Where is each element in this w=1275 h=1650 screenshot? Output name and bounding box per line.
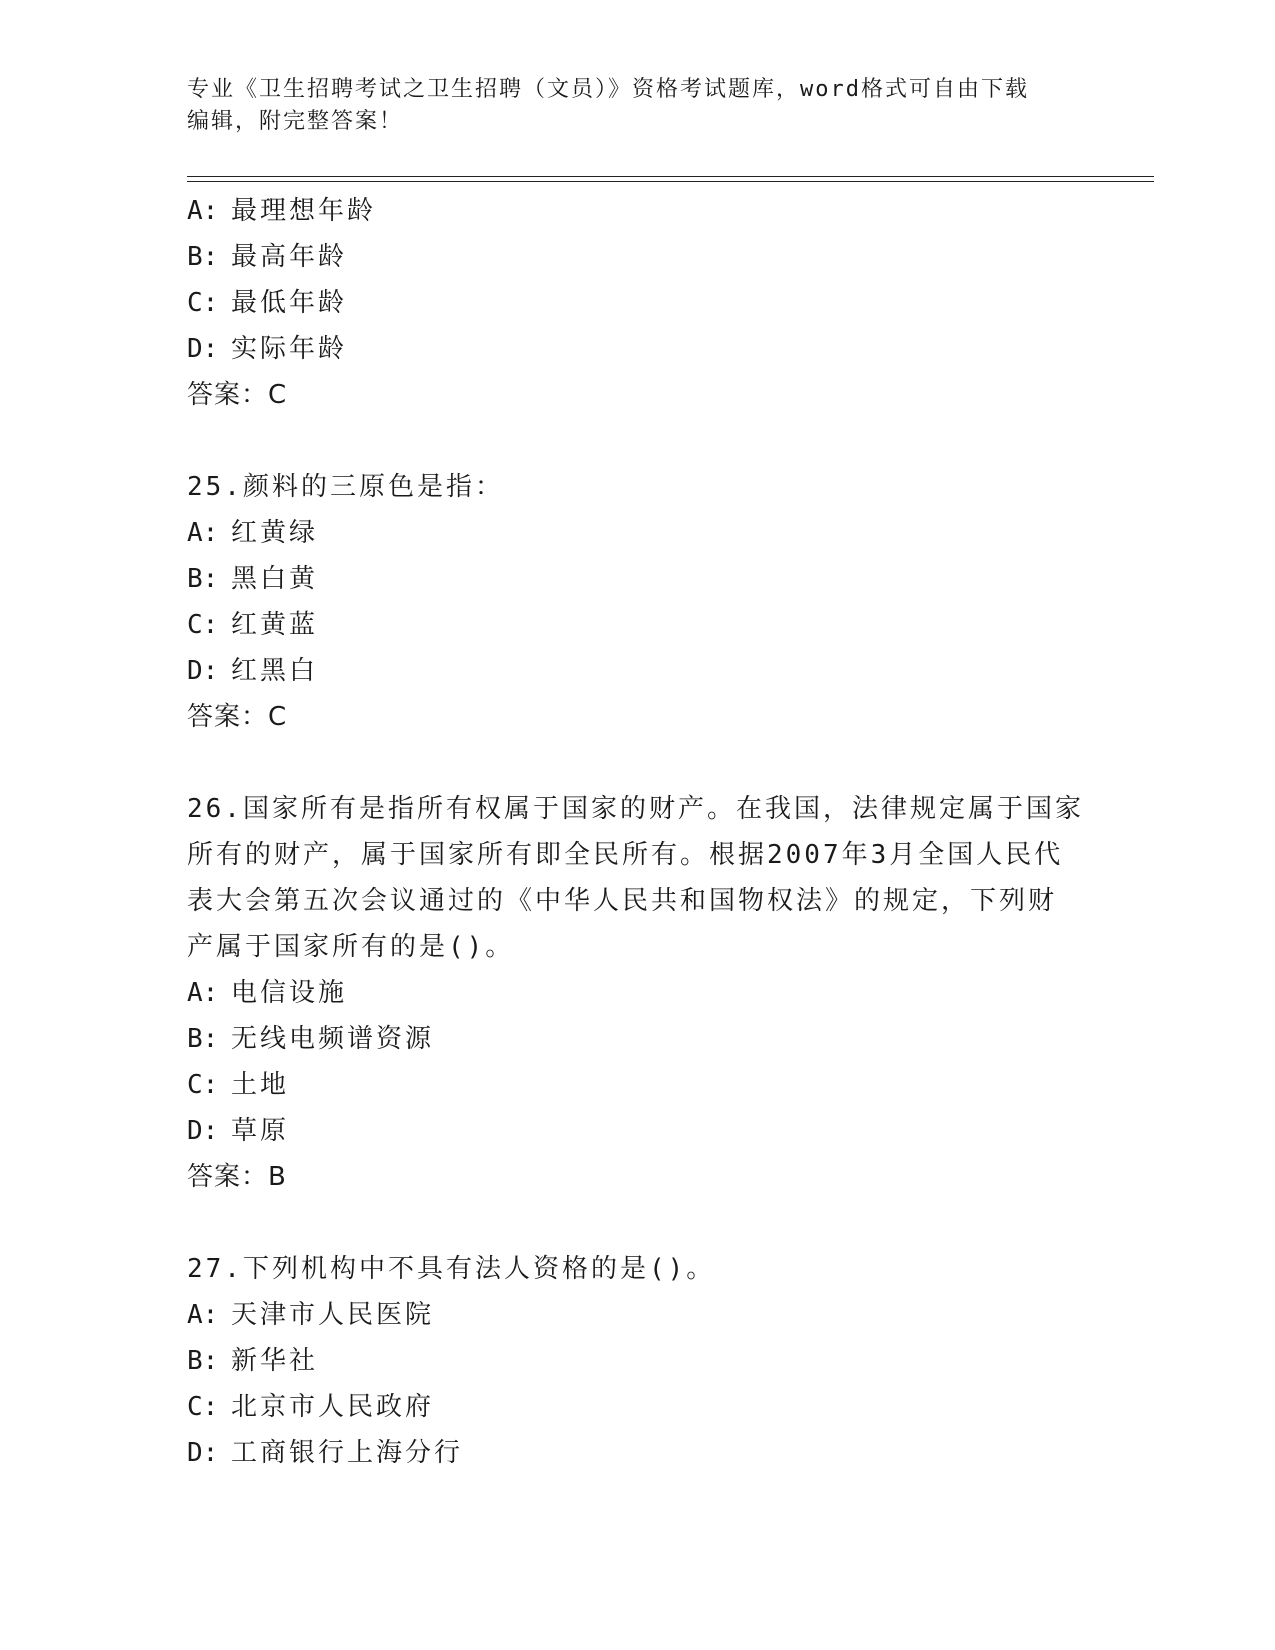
document-header xyxy=(187,74,1087,138)
option-a: A: 红黄绿 xyxy=(187,518,319,548)
option-a: A: 天津市人民医院 xyxy=(187,1300,435,1330)
question-26 xyxy=(187,786,1087,1200)
question-stem-line-2: 所有的财产，属于国家所有即全民所有。根据2007年3月全国人民代 xyxy=(187,840,1064,870)
option-d: D: 红黑白 xyxy=(187,656,319,686)
option-b: B: 黑白黄 xyxy=(187,564,319,594)
option-c: C: 北京市人民政府 xyxy=(187,1392,435,1422)
question-27 xyxy=(187,1246,1087,1476)
question-stem-line-4: 产属于国家所有的是()。 xyxy=(187,932,515,962)
option-b: B: 新华社 xyxy=(187,1346,319,1376)
answer: 答案：C xyxy=(187,702,288,732)
option-c: C: 土地 xyxy=(187,1070,290,1100)
question-stem-line-3: 表大会第五次会议通过的《中华人民共和国物权法》的规定，下列财 xyxy=(187,886,1058,916)
question-list xyxy=(187,188,1087,1476)
option-b: B: 最高年龄 xyxy=(187,242,348,272)
option-d: D: 工商银行上海分行 xyxy=(187,1438,464,1468)
header-line-2: 编辑，附完整答案！ xyxy=(187,109,404,134)
question-25 xyxy=(187,464,1087,740)
header-line-1: 专业《卫生招聘考试之卫生招聘（文员）》资格考试题库，word格式可自由下载 xyxy=(187,77,1029,102)
option-b: B: 无线电频谱资源 xyxy=(187,1024,435,1054)
question-stem: 27.下列机构中不具有法人资格的是()。 xyxy=(187,1254,716,1284)
answer: 答案：C xyxy=(187,380,288,410)
header-rule-top xyxy=(187,176,1154,177)
option-a: A: 电信设施 xyxy=(187,978,348,1008)
question-stem: 25.颜料的三原色是指： xyxy=(187,472,504,502)
option-a: A: 最理想年龄 xyxy=(187,196,377,226)
option-d: D: 草原 xyxy=(187,1116,290,1146)
option-c: C: 红黄蓝 xyxy=(187,610,319,640)
option-d: D: 实际年龄 xyxy=(187,334,348,364)
header-rule-bottom xyxy=(187,181,1154,182)
option-c: C: 最低年龄 xyxy=(187,288,348,318)
question-stem-line-1: 26.国家所有是指所有权属于国家的财产。在我国，法律规定属于国家 xyxy=(187,794,1084,824)
question-24 xyxy=(187,188,1087,418)
answer: 答案：B xyxy=(187,1162,287,1192)
